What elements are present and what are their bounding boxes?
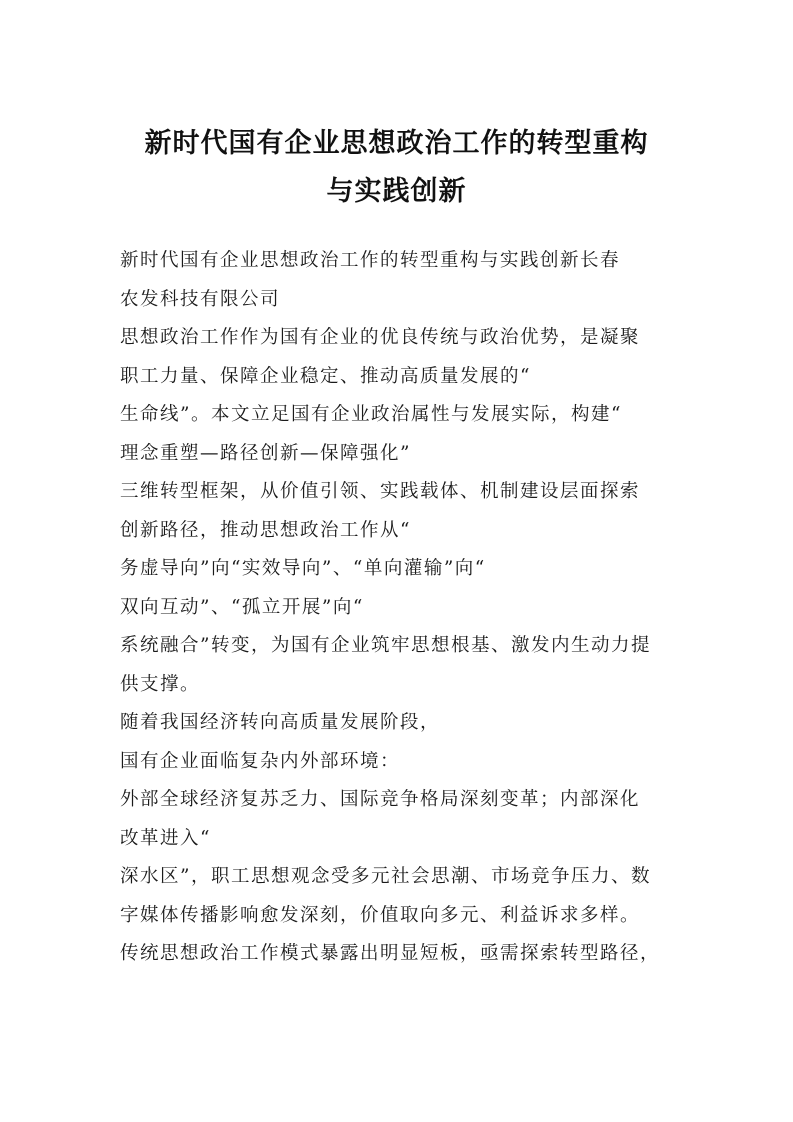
document-title-line-2: 与实践创新 <box>326 176 467 207</box>
body-line: 双向互动”、“孤立开展”向“ <box>120 596 364 618</box>
body-line: 供支撑。 <box>120 673 201 695</box>
body-line: 三维转型框架，从价值引领、实践载体、机制建设层面探索 <box>120 481 641 502</box>
body-line: 理念重塑—路径创新—保障强化” <box>120 442 411 464</box>
body-line: 新时代国有企业思想政治工作的转型重构与实践创新长春 <box>120 250 621 271</box>
body-line: 生命线”。本文立足国有企业政治属性与发展实际，构建“ <box>120 404 622 425</box>
body-line: 职工力量、保障企业稳定、推动高质量发展的“ <box>120 365 531 387</box>
body-line: 深水区”，职工思想观念受多元社会思潮、市场竞争压力、数 <box>120 866 651 887</box>
document-title-line-1: 新时代国有企业思想政治工作的转型重构 <box>144 128 649 159</box>
body-line: 农发科技有限公司 <box>120 288 281 310</box>
body-line: 务虚导向”向“实效导向”、“单向灌输”向“ <box>120 558 486 579</box>
body-line: 传统思想政治工作模式暴露出明显短板，亟需探索转型路径， <box>120 943 661 964</box>
body-line: 改革进入“ <box>120 827 211 849</box>
body-line: 创新路径，推动思想政治工作从“ <box>120 519 411 541</box>
body-line: 字媒体传播影响愈发深刻，价值取向多元、利益诉求多样。 <box>120 904 641 926</box>
body-line: 国有企业面临复杂内外部环境： <box>120 750 401 772</box>
body-line: 外部全球经济复苏乏力、国际竞争格局深刻变革；内部深化 <box>120 789 641 810</box>
body-line: 系统融合”转变，为国有企业筑牢思想根基、激发内生动力提 <box>120 635 651 656</box>
body-line: 思想政治工作作为国有企业的优良传统与政治优势，是凝聚 <box>120 327 641 348</box>
document-body <box>120 242 680 974</box>
body-line: 随着我国经济转向高质量发展阶段， <box>120 712 441 733</box>
